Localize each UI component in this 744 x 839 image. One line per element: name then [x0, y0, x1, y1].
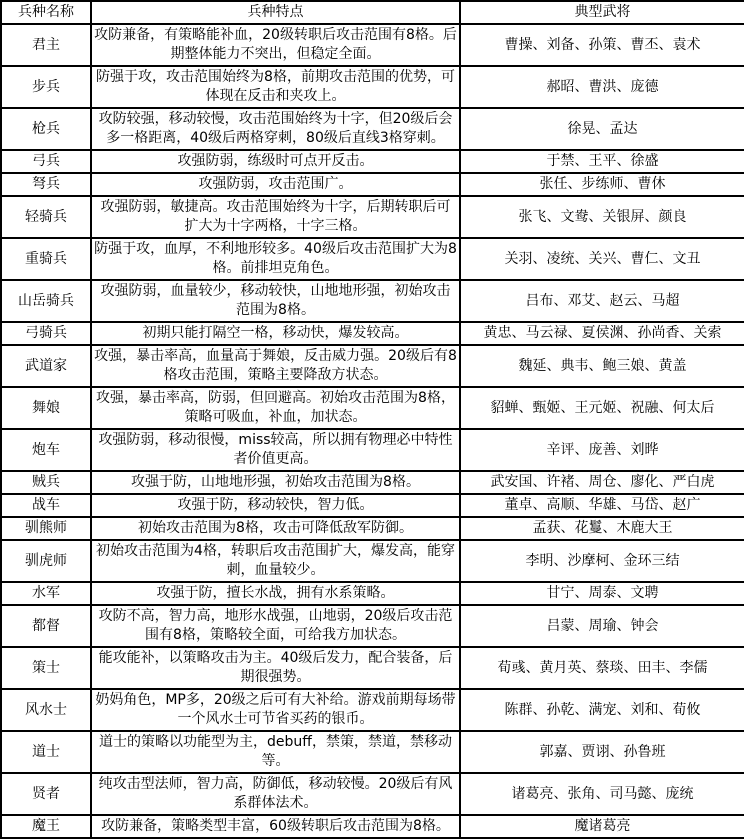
unit-traits-cell: 防强于攻，攻击范围始终为8格，前期攻击范围的优势，可体现在反击和夹攻上。 — [91, 66, 460, 108]
unit-traits-cell: 攻防兼备，有策略能补血，20级转职后攻击范围有8格。后期整体能力不突出，但稳定全面。 — [91, 24, 460, 66]
unit-traits-cell: 攻强防弱，血量较少，移动较快，山地地形强，初始攻击范围为8格。 — [91, 280, 460, 322]
typical-generals-cell: 辛评、庞善、刘晔 — [460, 429, 744, 471]
column-header-typical-generals: 典型武将 — [460, 1, 744, 24]
unit-traits-cell: 攻强于防，山地地形强，初始攻击范围为8格。 — [91, 471, 460, 494]
unit-name-cell: 水军 — [1, 582, 91, 605]
typical-generals-cell: 黄忠、马云禄、夏侯渊、孙尚香、关索 — [460, 322, 744, 345]
unit-traits-cell: 初始攻击范围为4格，转职后攻击范围扩大，爆发高，能穿刺，血量较少。 — [91, 540, 460, 582]
unit-name-cell: 魔王 — [1, 815, 91, 838]
unit-traits-cell: 防强于攻，血厚，不利地形较多。40级后攻击范围扩大为8格。前排坦克角色。 — [91, 238, 460, 280]
unit-name-cell: 君主 — [1, 24, 91, 66]
unit-name-cell: 策士 — [1, 647, 91, 689]
table-row — [1, 387, 744, 429]
typical-generals-cell: 徐晃、孟达 — [460, 108, 744, 150]
table-row — [1, 280, 744, 322]
table-row — [1, 429, 744, 471]
table-row — [1, 540, 744, 582]
unit-traits-cell: 攻强防弱，移动很慢，miss较高，所以拥有物理必中特性者价值更高。 — [91, 429, 460, 471]
typical-generals-cell: 诸葛亮、张角、司马懿、庞统 — [460, 773, 744, 815]
table-body — [1, 24, 744, 838]
typical-generals-cell: 吕蒙、周瑜、钟会 — [460, 605, 744, 647]
table-row — [1, 173, 744, 196]
typical-generals-cell: 张飞、文鸯、关银屏、颜良 — [460, 196, 744, 238]
table-row — [1, 471, 744, 494]
column-header-unit-traits: 兵种特点 — [91, 1, 460, 24]
typical-generals-cell: 魔诸葛亮 — [460, 815, 744, 838]
unit-name-cell: 都督 — [1, 605, 91, 647]
table-row — [1, 605, 744, 647]
table-row — [1, 582, 744, 605]
unit-name-cell: 道士 — [1, 731, 91, 773]
unit-traits-cell: 攻强于防，移动较快，智力低。 — [91, 494, 460, 517]
typical-generals-cell: 孟获、花鬘、木鹿大王 — [460, 517, 744, 540]
unit-traits-cell: 奶妈角色，MP多，20级之后可有大补给。游戏前期每场带一个风水士可节省买药的银币。 — [91, 689, 460, 731]
table-row — [1, 322, 744, 345]
unit-name-cell: 贼兵 — [1, 471, 91, 494]
unit-name-cell: 驯熊师 — [1, 517, 91, 540]
typical-generals-cell: 荀彧、黄月英、蔡琰、田丰、李儒 — [460, 647, 744, 689]
typical-generals-cell: 张任、步练师、曹休 — [460, 173, 744, 196]
unit-traits-cell: 攻防兼备，策略类型丰富，60级转职后攻击范围为8格。 — [91, 815, 460, 838]
table-row — [1, 647, 744, 689]
unit-name-cell: 弩兵 — [1, 173, 91, 196]
unit-name-cell: 步兵 — [1, 66, 91, 108]
table-row — [1, 494, 744, 517]
typical-generals-cell: 曹操、刘备、孙策、曹丕、袁术 — [460, 24, 744, 66]
unit-traits-cell: 攻强，暴击率高，血量高于舞娘，反击威力强。20级后有8格攻击范围，策略主要降敌方状态。 — [91, 345, 460, 387]
typical-generals-cell: 关羽、凌统、关兴、曹仁、文丑 — [460, 238, 744, 280]
typical-generals-cell: 郝昭、曹洪、庞德 — [460, 66, 744, 108]
unit-name-cell: 轻骑兵 — [1, 196, 91, 238]
unit-name-cell: 重骑兵 — [1, 238, 91, 280]
typical-generals-cell: 甘宁、周泰、文聘 — [460, 582, 744, 605]
table-row — [1, 196, 744, 238]
typical-generals-cell: 貂蝉、甄姬、王元姬、祝融、何太后 — [460, 387, 744, 429]
unit-traits-cell: 能攻能补，以策略攻击为主。40级后发力，配合装备，后期很强势。 — [91, 647, 460, 689]
column-header-unit-name: 兵种名称 — [1, 1, 91, 24]
unit-traits-cell: 攻防较强，移动较慢，攻击范围始终为十字，但20级后会多一格距离，40级后两格穿刺，80级后直线3格穿刺。 — [91, 108, 460, 150]
unit-name-cell: 武道家 — [1, 345, 91, 387]
typical-generals-cell: 李明、沙摩柯、金环三结 — [460, 540, 744, 582]
typical-generals-cell: 武安国、许褚、周仓、廖化、严白虎 — [460, 471, 744, 494]
unit-traits-cell: 初始攻击范围为8格，攻击可降低敌军防御。 — [91, 517, 460, 540]
unit-name-cell: 弓骑兵 — [1, 322, 91, 345]
unit-name-cell: 山岳骑兵 — [1, 280, 91, 322]
unit-traits-cell: 攻强防弱，攻击范围广。 — [91, 173, 460, 196]
unit-traits-cell: 攻强，暴击率高，防弱，但回避高。初始攻击范围为8格，策略可吸血，补血，加状态。 — [91, 387, 460, 429]
unit-name-cell: 战车 — [1, 494, 91, 517]
table-row — [1, 815, 744, 838]
unit-name-cell: 驯虎师 — [1, 540, 91, 582]
table-row — [1, 108, 744, 150]
unit-traits-cell: 攻强防弱，敏捷高。攻击范围始终为十字，后期转职后可扩大为十字两格，十字三格。 — [91, 196, 460, 238]
unit-name-cell: 舞娘 — [1, 387, 91, 429]
table-row — [1, 689, 744, 731]
typical-generals-cell: 于禁、王平、徐盛 — [460, 150, 744, 173]
unit-name-cell: 弓兵 — [1, 150, 91, 173]
unit-name-cell: 贤者 — [1, 773, 91, 815]
table-row — [1, 24, 744, 66]
table-row — [1, 66, 744, 108]
header-row — [1, 1, 744, 24]
typical-generals-cell: 吕布、邓艾、赵云、马超 — [460, 280, 744, 322]
unit-traits-cell: 纯攻击型法师，智力高，防御低，移动较慢。20级后有风系群体法术。 — [91, 773, 460, 815]
unit-traits-cell: 攻强于防，擅长水战，拥有水系策略。 — [91, 582, 460, 605]
table-row — [1, 731, 744, 773]
table-row — [1, 150, 744, 173]
unit-traits-cell: 攻强防弱，练级时可点开反击。 — [91, 150, 460, 173]
typical-generals-cell: 郭嘉、贾诩、孙鲁班 — [460, 731, 744, 773]
unit-name-cell: 炮车 — [1, 429, 91, 471]
table-row — [1, 773, 744, 815]
unit-traits-cell: 道士的策略以功能型为主，debuff，禁策，禁道，禁移动等。 — [91, 731, 460, 773]
unit-name-cell: 枪兵 — [1, 108, 91, 150]
unit-traits-cell: 初期只能打隔空一格，移动快，爆发较高。 — [91, 322, 460, 345]
typical-generals-cell: 魏延、典韦、鲍三娘、黄盖 — [460, 345, 744, 387]
unit-traits-cell: 攻防不高，智力高，地形水战强，山地弱，20级后攻击范围有8格，策略较全面，可给我方加状态。 — [91, 605, 460, 647]
typical-generals-cell: 董卓、高顺、华雄、马岱、赵广 — [460, 494, 744, 517]
table-row — [1, 238, 744, 280]
table-row — [1, 345, 744, 387]
typical-generals-cell: 陈群、孙乾、满宠、刘和、荀攸 — [460, 689, 744, 731]
table-row — [1, 517, 744, 540]
unit-name-cell: 风水士 — [1, 689, 91, 731]
